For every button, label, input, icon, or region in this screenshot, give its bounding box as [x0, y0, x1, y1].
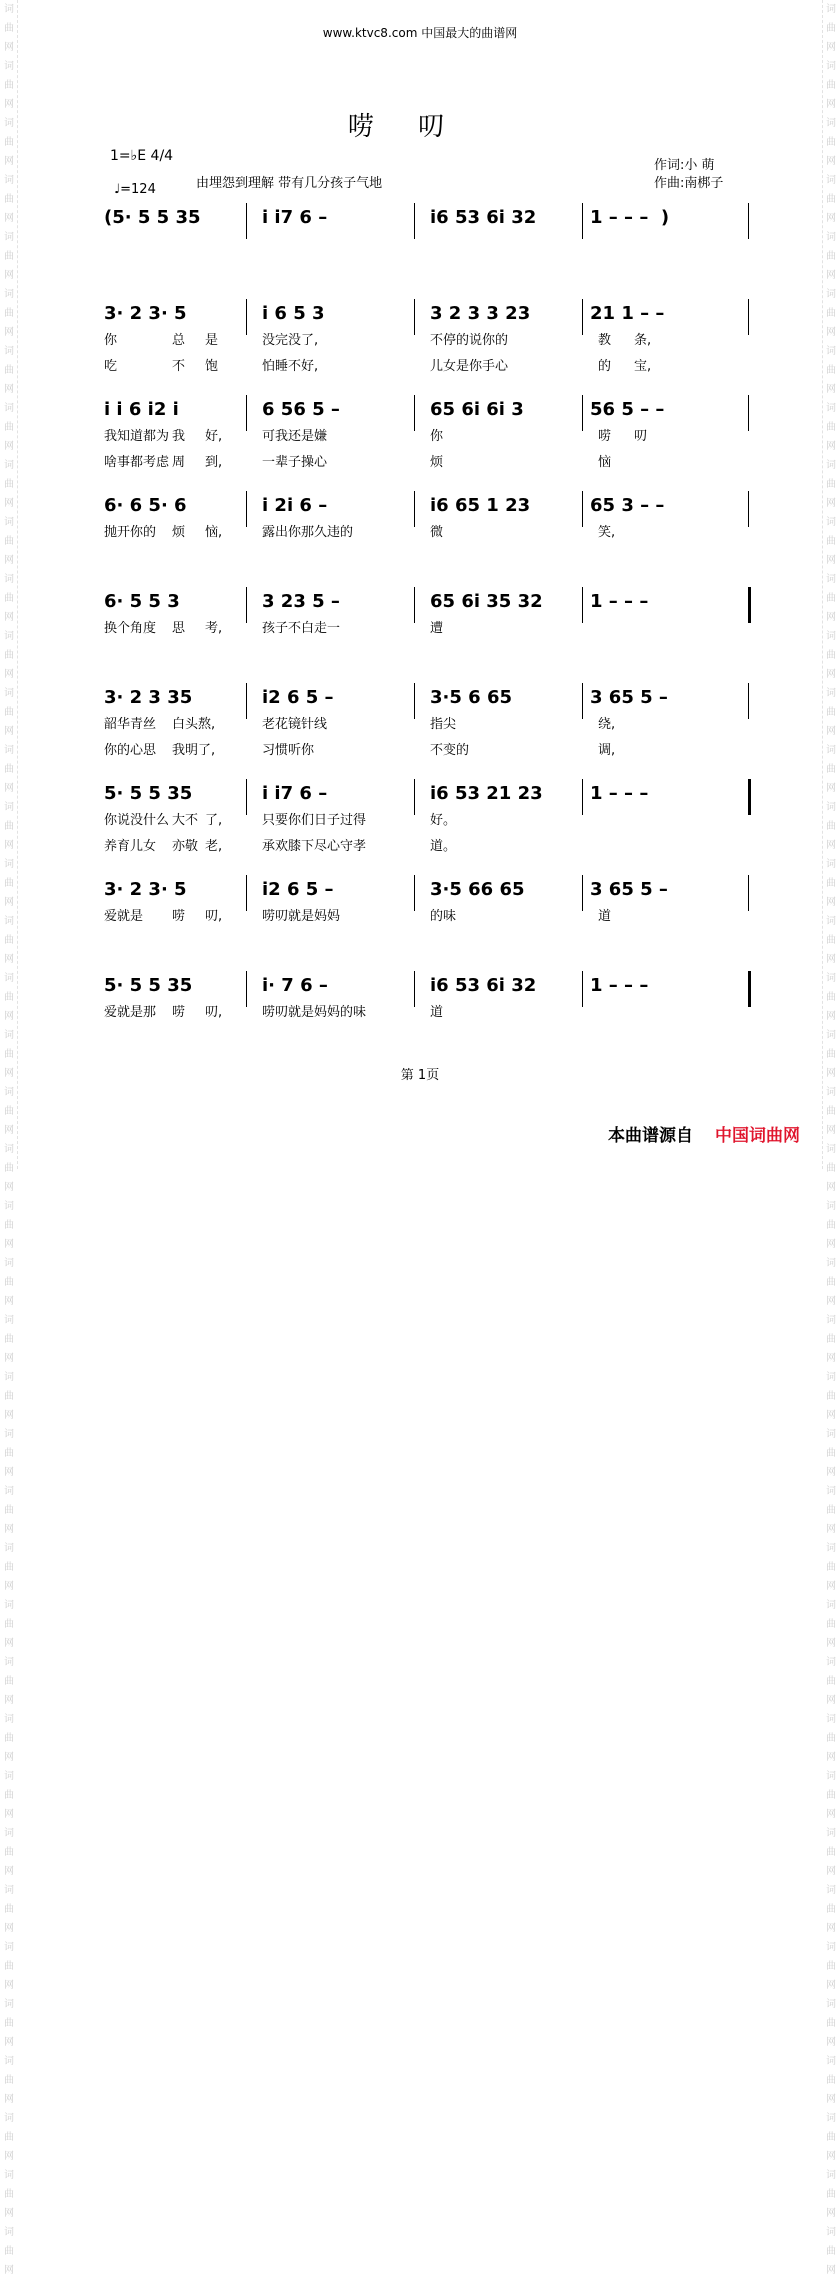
lyric-word: 指尖: [430, 717, 457, 732]
measure: i6 53 21 23: [430, 783, 543, 804]
lyric-word: 到,: [205, 455, 223, 470]
lyric-word: 怕睡不好,: [262, 359, 319, 374]
note-line: [0, 495, 840, 521]
measure: 3 65 5 –: [590, 879, 668, 900]
bar-line: [582, 491, 583, 527]
lyric-word: 吃: [104, 359, 118, 374]
lyric-word: 我明了,: [172, 743, 216, 758]
note-line: [0, 207, 840, 233]
lyric-word: 道: [598, 909, 612, 924]
bar-line: [414, 491, 415, 527]
lyric-word: 唠叨就是妈妈的味: [262, 1005, 367, 1020]
source-credit: [608, 1121, 800, 1146]
lyric-word: 饱: [205, 359, 219, 374]
lyric-word: 我: [172, 429, 186, 444]
measure: 65 3 – –: [590, 495, 665, 516]
measure: 6· 6 5· 6: [104, 495, 187, 516]
lyric-word: 没完没了,: [262, 333, 319, 348]
lyric-word: 叨,: [205, 909, 223, 924]
bar-line: [748, 203, 749, 239]
lyric-word: 露出你那久违的: [262, 525, 354, 540]
note-line: [0, 303, 840, 329]
lyric-word: 唠: [172, 1005, 186, 1020]
lyric-word: 了,: [205, 813, 223, 828]
bar-line: [246, 491, 247, 527]
lyric-word: 叨: [634, 429, 648, 444]
bar-line: [246, 683, 247, 719]
lyric-word: 烦: [430, 455, 444, 470]
lyric-word: 总: [172, 333, 186, 348]
bar-line: [246, 779, 247, 815]
measure: i2 6 5 –: [262, 687, 334, 708]
lyric-word: 不: [172, 359, 186, 374]
lyric-word: 儿女是你手心: [430, 359, 509, 374]
measure: 6 56 5 –: [262, 399, 340, 420]
lyric-word: 承欢膝下尽心守孝: [262, 839, 367, 854]
lyric-word: 烦: [172, 525, 186, 540]
lyric-word: 白头熬,: [172, 717, 216, 732]
measure: i· 7 6 –: [262, 975, 328, 996]
measure: 5· 5 5 35: [104, 783, 193, 804]
lyric-word: 是: [205, 333, 219, 348]
lyric-word: 啥事都考虑: [104, 455, 170, 470]
lyric-word: 你: [104, 333, 118, 348]
lyric-word: 只要你们日子过得: [262, 813, 367, 828]
bar-line: [748, 299, 749, 335]
lyric-word: 叨,: [205, 1005, 223, 1020]
lyric-word: 唠: [172, 909, 186, 924]
bar-line: [246, 587, 247, 623]
measure: i 6 5 3: [262, 303, 325, 324]
side-watermark-left: 词曲网词曲网词曲网词曲网词曲网词曲网词曲网词曲网词曲网词曲网词曲网词曲网词曲网词曲网词曲网词曲网词曲网词曲网词曲网词曲网词曲网词曲网词曲网词曲网词曲网词曲网词曲网词曲网词曲网词曲网词曲网词曲网词曲网词曲网词曲网词曲网词曲网词曲网词曲网词曲网: [1, 0, 18, 1169]
measure: 3· 2 3· 5: [104, 303, 187, 324]
measure: 1 – – –: [590, 591, 649, 612]
lyric-word: 爱就是: [104, 909, 144, 924]
measure: i i7 6 –: [262, 783, 328, 804]
lyricist: 作词:小 萌: [654, 158, 715, 173]
bar-line: [414, 971, 415, 1007]
bar-line: [246, 875, 247, 911]
bar-line: [582, 203, 583, 239]
bar-line: [748, 587, 751, 623]
measure: (5· 5 5 35: [104, 207, 201, 228]
lyric-word: 的味: [430, 909, 457, 924]
lyric-word: 不停的说你的: [430, 333, 509, 348]
note-line: [0, 879, 840, 905]
measure: i6 53 6i 32: [430, 975, 537, 996]
measure: 1 – – –: [590, 783, 649, 804]
lyric-word: 你的心思: [104, 743, 157, 758]
bar-line: [582, 587, 583, 623]
bar-line: [748, 971, 751, 1007]
side-watermark-right: 词曲网词曲网词曲网词曲网词曲网词曲网词曲网词曲网词曲网词曲网词曲网词曲网词曲网词曲网词曲网词曲网词曲网词曲网词曲网词曲网词曲网词曲网词曲网词曲网词曲网词曲网词曲网词曲网词曲网词曲网词曲网词曲网词曲网词曲网词曲网词曲网词曲网词曲网词曲网词曲网: [822, 0, 839, 1169]
bar-line: [582, 875, 583, 911]
lyric-word: 我知道都为: [104, 429, 170, 444]
lyric-word: 道: [430, 1005, 444, 1020]
measure: 3· 2 3· 5: [104, 879, 187, 900]
lyric-word: 你说没什么: [104, 813, 170, 828]
note-line: [0, 399, 840, 425]
bar-line: [414, 203, 415, 239]
lyric-word: 思: [172, 621, 186, 636]
bar-line: [748, 683, 749, 719]
note-line: [0, 687, 840, 713]
measure: i6 65 1 23: [430, 495, 531, 516]
lyric-word: 韶华青丝: [104, 717, 157, 732]
bar-line: [246, 395, 247, 431]
key-signature: 1=♭E 4/4: [110, 148, 174, 164]
measure: 1 – – –: [590, 975, 649, 996]
page-number: 第 1页: [400, 1068, 440, 1083]
lyric-word: 抛开你的: [104, 525, 157, 540]
bar-line: [246, 971, 247, 1007]
lyric-word: 老,: [205, 839, 223, 854]
lyric-word: 不变的: [430, 743, 470, 758]
expression-mark: 由埋怨到理解 带有几分孩子气地: [196, 176, 383, 191]
lyric-word: 养育儿女: [104, 839, 157, 854]
lyric-word: 换个角度: [104, 621, 157, 636]
bar-line: [414, 683, 415, 719]
note-line: [0, 975, 840, 1001]
bar-line: [414, 779, 415, 815]
bar-line: [748, 395, 749, 431]
bar-line: [582, 779, 583, 815]
lyric-word: 爱就是那: [104, 1005, 157, 1020]
bar-line: [582, 395, 583, 431]
song-title: 唠 叨: [347, 112, 463, 142]
measure: 65 6i 6i 3: [430, 399, 524, 420]
lyric-word: 大不: [172, 813, 199, 828]
bar-line: [748, 491, 749, 527]
measure: i i7 6 –: [262, 207, 328, 228]
lyric-word: 好。: [430, 813, 457, 828]
measure: 3·5 6 65: [430, 687, 512, 708]
measure: 6· 5 5 3: [104, 591, 180, 612]
bar-line: [748, 779, 751, 815]
lyric-word: 微: [430, 525, 444, 540]
measure: 21 1 – –: [590, 303, 665, 324]
lyric-word: 老花镜针线: [262, 717, 328, 732]
lyric-word: 唠: [598, 429, 612, 444]
note-line: [0, 783, 840, 809]
lyric-word: 恼: [598, 455, 612, 470]
bar-line: [414, 395, 415, 431]
source-prefix: 本曲谱源自: [608, 1126, 693, 1146]
bar-line: [414, 875, 415, 911]
lyric-word: 好,: [205, 429, 223, 444]
bar-line: [414, 299, 415, 335]
measure: 1 – – – ): [590, 207, 670, 228]
measure: i2 6 5 –: [262, 879, 334, 900]
lyric-word: 调,: [598, 743, 616, 758]
lyric-word: 唠叨就是妈妈: [262, 909, 341, 924]
lyric-word: 条,: [634, 333, 652, 348]
bar-line: [582, 971, 583, 1007]
lyric-word: 习惯听你: [262, 743, 315, 758]
bar-line: [246, 203, 247, 239]
measure: 3·5 66 65: [430, 879, 525, 900]
lyric-word: 你: [430, 429, 444, 444]
composer: 作曲:南梆子: [654, 176, 724, 191]
lyric-word: 笑,: [598, 525, 616, 540]
note-line: [0, 591, 840, 617]
source-site: 中国词曲网: [715, 1126, 800, 1146]
lyric-word: 孩子不白走一: [262, 621, 341, 636]
measure: 65 6i 35 32: [430, 591, 543, 612]
measure: i 2i 6 –: [262, 495, 328, 516]
lyric-word: 可我还是嫌: [262, 429, 328, 444]
lyric-word: 恼,: [205, 525, 223, 540]
measure: 5· 5 5 35: [104, 975, 193, 996]
lyric-word: 绕,: [598, 717, 616, 732]
lyric-word: 道。: [430, 839, 457, 854]
measure: 3· 2 3 35: [104, 687, 193, 708]
measure: 3 65 5 –: [590, 687, 668, 708]
measure: 3 23 5 –: [262, 591, 340, 612]
bar-line: [582, 299, 583, 335]
lyric-word: 周: [172, 455, 186, 470]
measure: 3 2 3 3 23: [430, 303, 531, 324]
lyric-word: 宝,: [634, 359, 652, 374]
bar-line: [414, 587, 415, 623]
lyric-word: 遭: [430, 621, 444, 636]
site-header: www.ktvc8.com 中国最大的曲谱网: [322, 26, 518, 40]
measure: i i 6 i2 i: [104, 399, 179, 420]
lyric-word: 考,: [205, 621, 223, 636]
tempo-mark: ♩=124: [114, 182, 156, 197]
bar-line: [582, 683, 583, 719]
lyric-word: 教: [598, 333, 612, 348]
measure: i6 53 6i 32: [430, 207, 537, 228]
lyric-word: 亦敬: [172, 839, 199, 854]
measure: 56 5 – –: [590, 399, 665, 420]
bar-line: [246, 299, 247, 335]
lyric-word: 一辈子操心: [262, 455, 328, 470]
bar-line: [748, 875, 749, 911]
lyric-word: 的: [598, 359, 612, 374]
